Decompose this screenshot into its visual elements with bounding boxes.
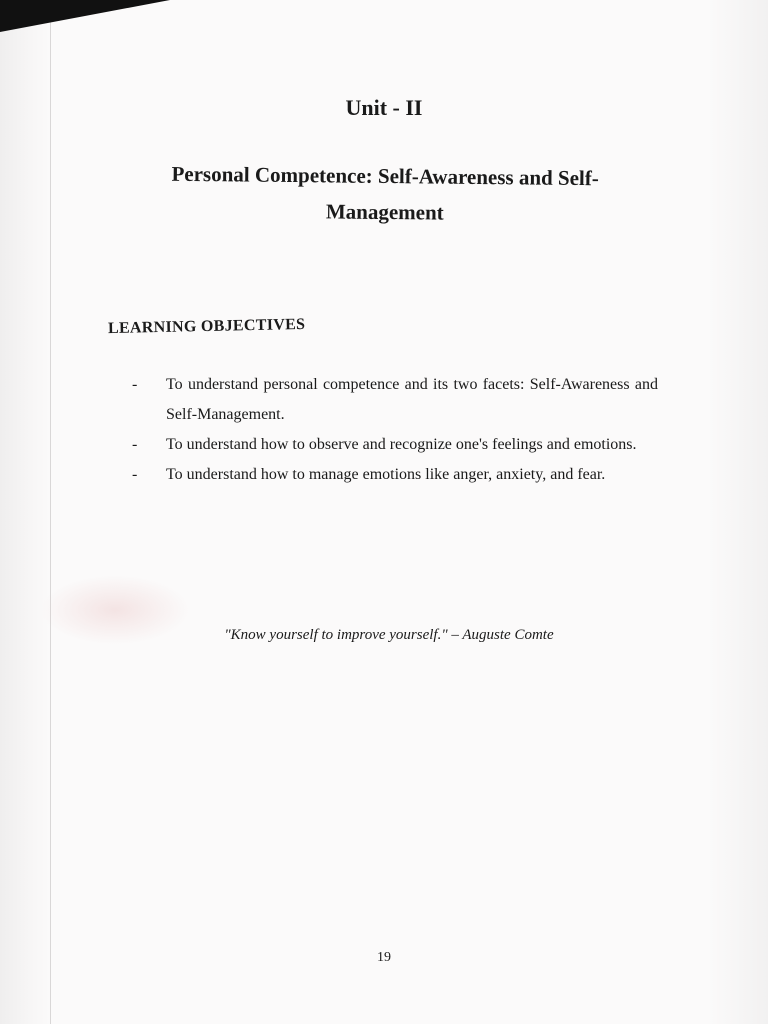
epigraph-quote: "Know yourself to improve yourself." – Auguste Comte [224, 627, 554, 643]
scan-corner-shadow [0, 0, 170, 32]
objective-bullet: - [132, 466, 138, 483]
page-number: 19 [377, 950, 391, 965]
objective-text: To understand personal competence and its two facets: Self-Awareness and Self-Management. [166, 376, 658, 423]
chapter-title: Personal Competence: Self-Awareness and Self-Management [171, 161, 599, 225]
objective-item [128, 430, 658, 460]
page-binding-edge [50, 0, 51, 1024]
learning-objectives-heading: LEARNING OBJECTIVES [107, 315, 306, 338]
learning-objectives-list [128, 370, 658, 490]
objective-text: To understand how to manage emotions like anger, anxiety, and fear. [166, 466, 606, 483]
objective-item [128, 460, 658, 490]
objective-text: To understand how to observe and recognize one's feelings and emotions. [166, 436, 637, 453]
objective-item [128, 370, 658, 430]
objective-bullet: - [132, 436, 138, 453]
objective-bullet: - [132, 376, 138, 393]
unit-title: Unit - II [345, 95, 423, 120]
page-right-margin-shading [708, 0, 768, 1024]
page-left-margin-shading [0, 0, 50, 1024]
